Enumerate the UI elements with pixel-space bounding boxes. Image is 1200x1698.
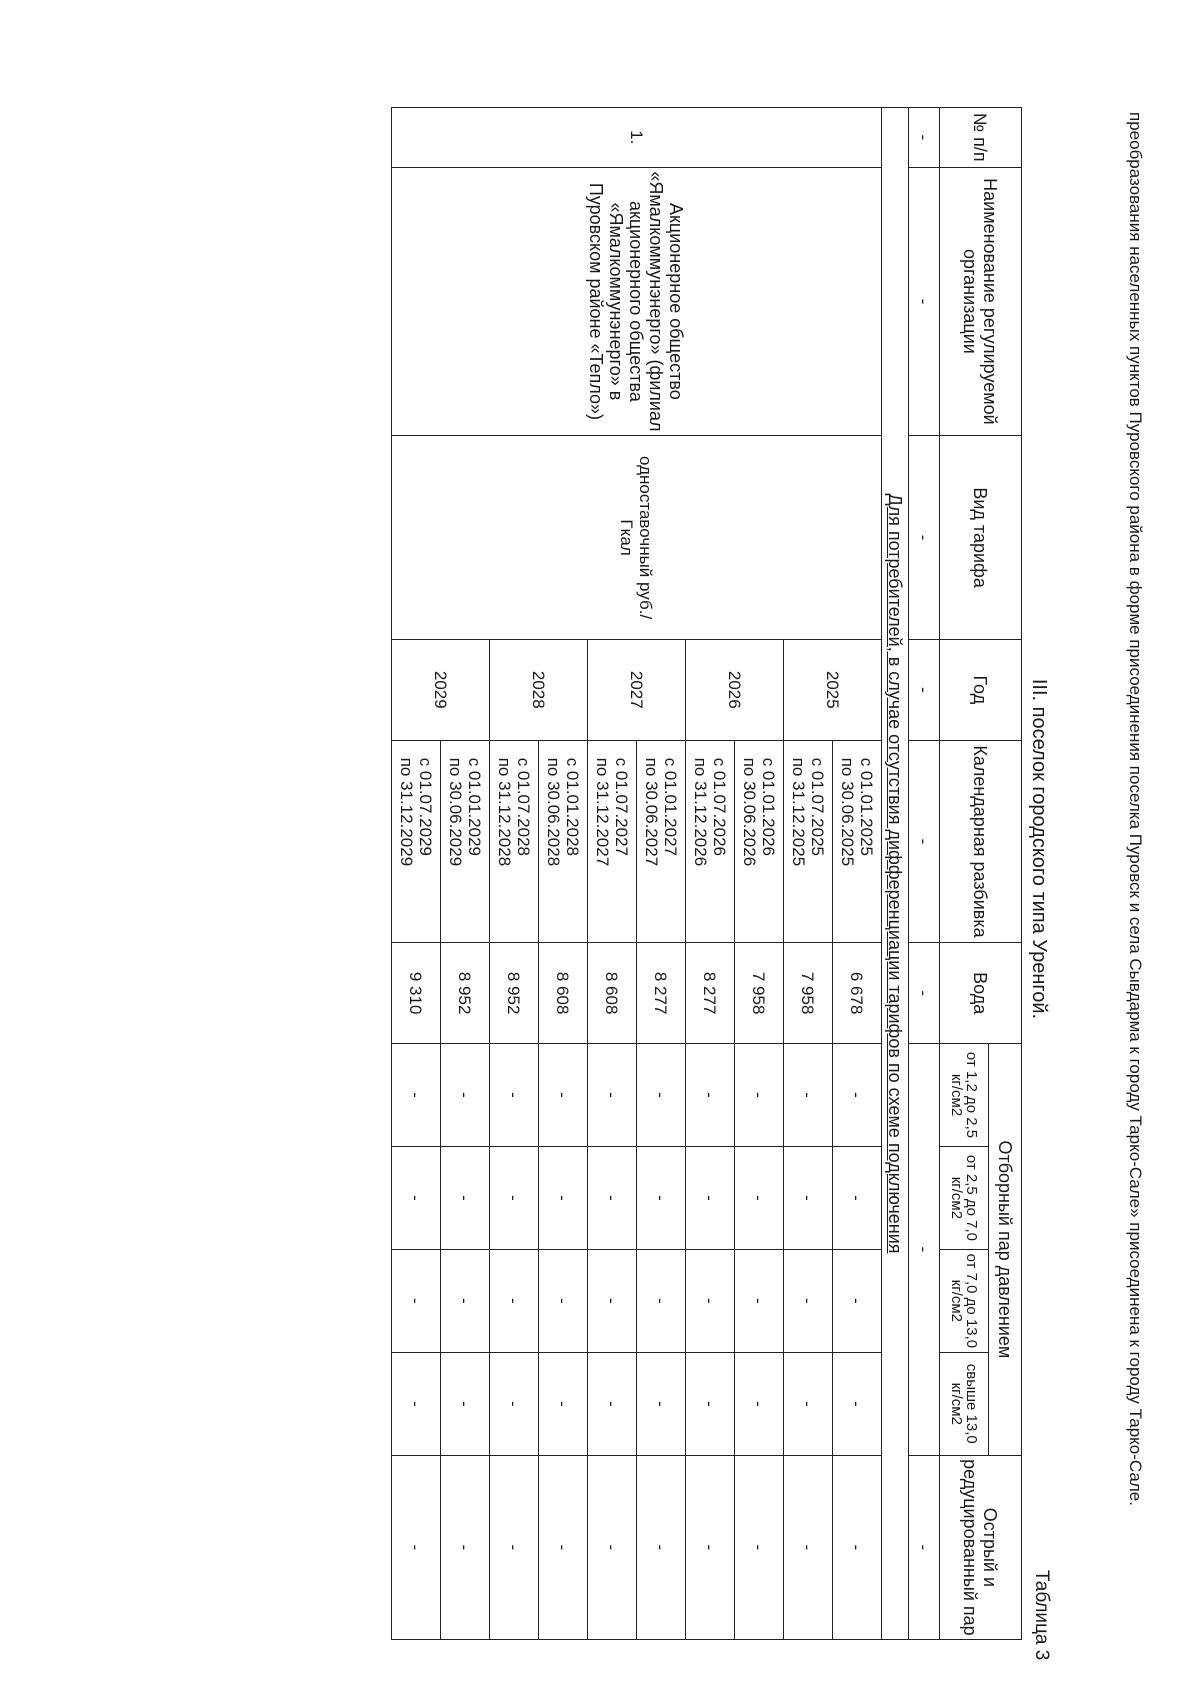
period-from: с 01.01.2029 — [465, 757, 484, 856]
steam-3-cell: - — [441, 1249, 490, 1352]
header-water: Вода — [940, 943, 1022, 1044]
water-tariff-cell: 8 277 — [637, 943, 686, 1044]
steam-4-cell: - — [784, 1352, 833, 1455]
steam-4-cell: - — [490, 1352, 539, 1455]
period-to: по 31.12.2025 — [789, 757, 808, 867]
header-year: Год — [940, 639, 1022, 740]
dash-cell: - — [909, 943, 940, 1044]
period-to: по 31.12.2027 — [593, 757, 612, 867]
steam-1-cell: - — [588, 1044, 637, 1147]
period-from: с 01.07.2025 — [808, 757, 827, 856]
steam-3-cell: - — [490, 1249, 539, 1352]
steam-4-cell: - — [441, 1352, 490, 1455]
steam-4-cell: - — [686, 1352, 735, 1455]
steam-4-cell: - — [833, 1352, 882, 1455]
steam-3-cell: - — [392, 1249, 441, 1352]
year-cell: 2028 — [490, 639, 588, 740]
dash-cell: - — [909, 740, 940, 943]
steam-1-cell: - — [441, 1044, 490, 1147]
steam-4-cell: - — [392, 1352, 441, 1455]
period-to: по 31.12.2029 — [397, 757, 416, 867]
sharp-steam-cell: - — [637, 1455, 686, 1639]
sharp-steam-cell: - — [539, 1455, 588, 1639]
steam-2-cell: - — [539, 1146, 588, 1249]
steam-1-cell: - — [539, 1044, 588, 1147]
steam-1-cell: - — [637, 1044, 686, 1147]
period-to: по 30.06.2026 — [740, 757, 759, 867]
sharp-steam-cell: - — [392, 1455, 441, 1639]
steam-2-cell: - — [686, 1146, 735, 1249]
header-row — [989, 108, 1022, 1640]
steam-4-cell: - — [539, 1352, 588, 1455]
steam-2-cell: - — [588, 1146, 637, 1249]
period-from: с 01.01.2026 — [759, 757, 778, 856]
calendar-cell — [490, 740, 539, 943]
sharp-steam-cell: - — [490, 1455, 539, 1639]
year-cell: 2027 — [588, 639, 686, 740]
steam-2-cell: - — [441, 1146, 490, 1249]
steam-3-cell: - — [833, 1249, 882, 1352]
sharp-steam-cell: - — [441, 1455, 490, 1639]
section-title: III. поселок городского типа Уренгой. — [1028, 678, 1050, 1020]
header-calendar: Календарная разбивка — [940, 740, 1022, 943]
steam-2-cell: - — [637, 1146, 686, 1249]
header-steam-3: от 7,0 до 13,0 кг/см2 — [940, 1249, 989, 1352]
header-steam-1: от 1,2 до 2,5 кг/см2 — [940, 1044, 989, 1147]
dash-cell: - — [909, 639, 940, 740]
steam-3-cell: - — [784, 1249, 833, 1352]
steam-2-cell: - — [833, 1146, 882, 1249]
period-from: с 01.07.2029 — [416, 757, 435, 856]
water-tariff-cell: 7 958 — [784, 943, 833, 1044]
period-from: с 01.01.2027 — [661, 757, 680, 856]
dash-cell: - — [909, 167, 940, 436]
table-row — [833, 108, 882, 1640]
steam-1-cell: - — [735, 1044, 784, 1147]
period-from: с 01.01.2025 — [857, 757, 876, 856]
steam-2-cell: - — [735, 1146, 784, 1249]
period-from: с 01.07.2028 — [514, 757, 533, 856]
sharp-steam-cell: - — [784, 1455, 833, 1639]
header-tariff: Вид тарифа — [940, 436, 1022, 640]
calendar-cell — [637, 740, 686, 943]
sharp-steam-cell: - — [686, 1455, 735, 1639]
calendar-cell — [784, 740, 833, 943]
calendar-cell — [441, 740, 490, 943]
calendar-cell — [833, 740, 882, 943]
calendar-cell — [392, 740, 441, 943]
steam-3-cell: - — [637, 1249, 686, 1352]
period-from: с 01.07.2026 — [710, 757, 729, 856]
steam-2-cell: - — [392, 1146, 441, 1249]
sharp-steam-cell: - — [588, 1455, 637, 1639]
dash-cell: - — [909, 108, 940, 168]
header-num: № п/п — [940, 108, 1022, 168]
header-steam-4: свыше 13,0 кг/см2 — [940, 1352, 989, 1455]
period-to: по 30.06.2029 — [446, 757, 465, 867]
steam-2-cell: - — [490, 1146, 539, 1249]
steam-1-cell: - — [833, 1044, 882, 1147]
steam-4-cell: - — [637, 1352, 686, 1455]
period-from: с 01.01.2028 — [563, 757, 582, 856]
steam-1-cell: - — [686, 1044, 735, 1147]
period-to: по 30.06.2027 — [642, 757, 661, 867]
steam-3-cell: - — [686, 1249, 735, 1352]
dash-row — [909, 108, 940, 1640]
tariff-table — [391, 107, 1022, 1640]
header-steam: Отборный пар давлением — [989, 1044, 1022, 1456]
steam-1-cell: - — [490, 1044, 539, 1147]
year-cell: 2025 — [784, 639, 882, 740]
sharp-steam-cell: - — [735, 1455, 784, 1639]
calendar-cell — [588, 740, 637, 943]
year-cell: 2026 — [686, 639, 784, 740]
header-org: Наименование регулируемой организации — [940, 167, 1022, 436]
note-row — [882, 108, 909, 1640]
steam-1-cell: - — [392, 1044, 441, 1147]
water-tariff-cell: 8 952 — [490, 943, 539, 1044]
year-cell: 2029 — [392, 639, 490, 740]
steam-1-cell: - — [784, 1044, 833, 1147]
sharp-steam-cell: - — [833, 1455, 882, 1639]
dash-cell: - — [909, 1044, 940, 1456]
tariff-type-cell: одноставочный руб./Гкал — [392, 436, 882, 640]
calendar-cell — [686, 740, 735, 943]
water-tariff-cell: 8 277 — [686, 943, 735, 1044]
period-to: по 31.12.2028 — [495, 757, 514, 867]
period-from: с 01.07.2027 — [612, 757, 631, 856]
consumer-note: Для потребителей, в случае отсутствия дифференциации тарифов по схеме подключения — [882, 108, 909, 1640]
calendar-cell — [735, 740, 784, 943]
header-sharp-steam: Острый и редуцированный пар — [940, 1455, 1022, 1639]
org-number-cell: 1. — [392, 108, 882, 168]
water-tariff-cell: 9 310 — [392, 943, 441, 1044]
table-label: Таблица 3 — [1031, 1570, 1052, 1661]
calendar-cell — [539, 740, 588, 943]
period-to: по 31.12.2026 — [691, 757, 710, 867]
dash-cell: - — [909, 436, 940, 640]
dash-cell: - — [909, 1455, 940, 1639]
intro-text: преобразования населенных пунктов Пуровского района в форме присоединения поселка Пуровск и села Сывдарма к городу Тарко-Сале» присоединена к городу Тарко-Сале. — [1126, 112, 1145, 1506]
water-tariff-cell: 6 678 — [833, 943, 882, 1044]
period-to: по 30.06.2028 — [544, 757, 563, 867]
steam-3-cell: - — [588, 1249, 637, 1352]
water-tariff-cell: 8 608 — [539, 943, 588, 1044]
water-tariff-cell: 8 608 — [588, 943, 637, 1044]
header-steam-2: от 2,5 до 7,0 кг/см2 — [940, 1146, 989, 1249]
steam-3-cell: - — [735, 1249, 784, 1352]
steam-4-cell: - — [588, 1352, 637, 1455]
steam-3-cell: - — [539, 1249, 588, 1352]
water-tariff-cell: 8 952 — [441, 943, 490, 1044]
org-name-cell: Акционерное общество «Ямалкоммунэнерго» (филиал акционерного общества «Ямалкоммунэнерго» в Пуровском районе «Тепло») — [392, 167, 882, 436]
steam-2-cell: - — [784, 1146, 833, 1249]
water-tariff-cell: 7 958 — [735, 943, 784, 1044]
period-to: по 30.06.2025 — [838, 757, 857, 867]
steam-4-cell: - — [735, 1352, 784, 1455]
